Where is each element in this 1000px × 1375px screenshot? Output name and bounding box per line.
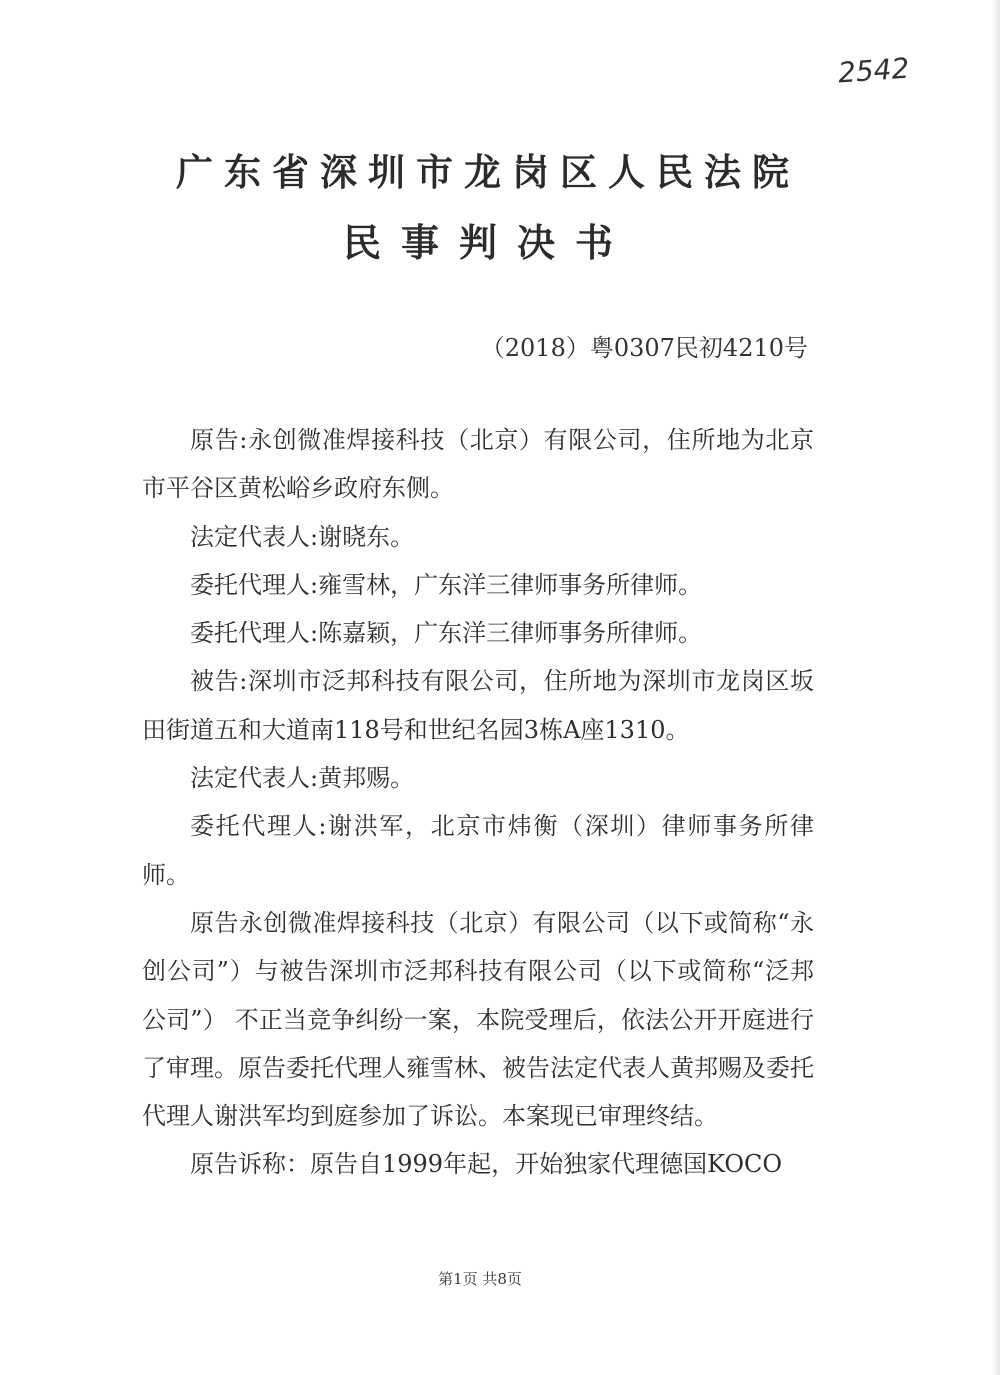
plaintiff-claims-paragraph: 原告诉称：原告自1999年起，开始独家代理德国KOCO: [190, 1150, 783, 1179]
judgment-body: [142, 416, 814, 1189]
plaintiff-agent-1: 委托代理人:雍雪林，广东洋三律师事务所律师。: [190, 570, 703, 599]
case-number: （2018）粤0307民初4210号: [480, 334, 808, 362]
page-footer: 第1页 共8页: [438, 1270, 522, 1288]
defendant-paragraph: 被告:深圳市泛邦科技有限公司，住所地为深圳市龙岗区坂田街道五和大道南118号和世纪名园3栋A座1310。: [142, 667, 814, 744]
court-name-heading: 广东省深圳市龙岗区人民法院: [176, 150, 800, 194]
defendant-legal-rep: 法定代表人:黄邦赐。: [190, 764, 415, 793]
handwritten-page-number: 2542: [836, 51, 911, 90]
scan-edge-shadow: [992, 0, 1000, 1375]
plaintiff-legal-rep: 法定代表人:谢晓东。: [190, 522, 415, 551]
document-title: 民事判决书: [342, 220, 633, 265]
case-summary-paragraph: 原告永创微准焊接科技（北京）有限公司（以下或简称“永创公司”）与被告深圳市泛邦科技有限公司（以下或简称“泛邦公司”） 不正当竞争纠纷一案，本院受理后，依法公开开庭进行了审理。原告委托代理人雍雪林、被告法定代表人黄邦赐及委托代理人谢洪军均到庭参加了诉讼。本案现已审理终结。: [142, 908, 814, 1131]
defendant-agent: 委托代理人:谢洪军，北京市炜衡（深圳）律师事务所律师。: [142, 812, 814, 889]
plaintiff-paragraph: 原告:永创微准焊接科技（北京）有限公司，住所地为北京市平谷区黄松峪乡政府东侧。: [142, 426, 814, 503]
plaintiff-agent-2: 委托代理人:陈嘉颖，广东洋三律师事务所律师。: [190, 619, 703, 648]
